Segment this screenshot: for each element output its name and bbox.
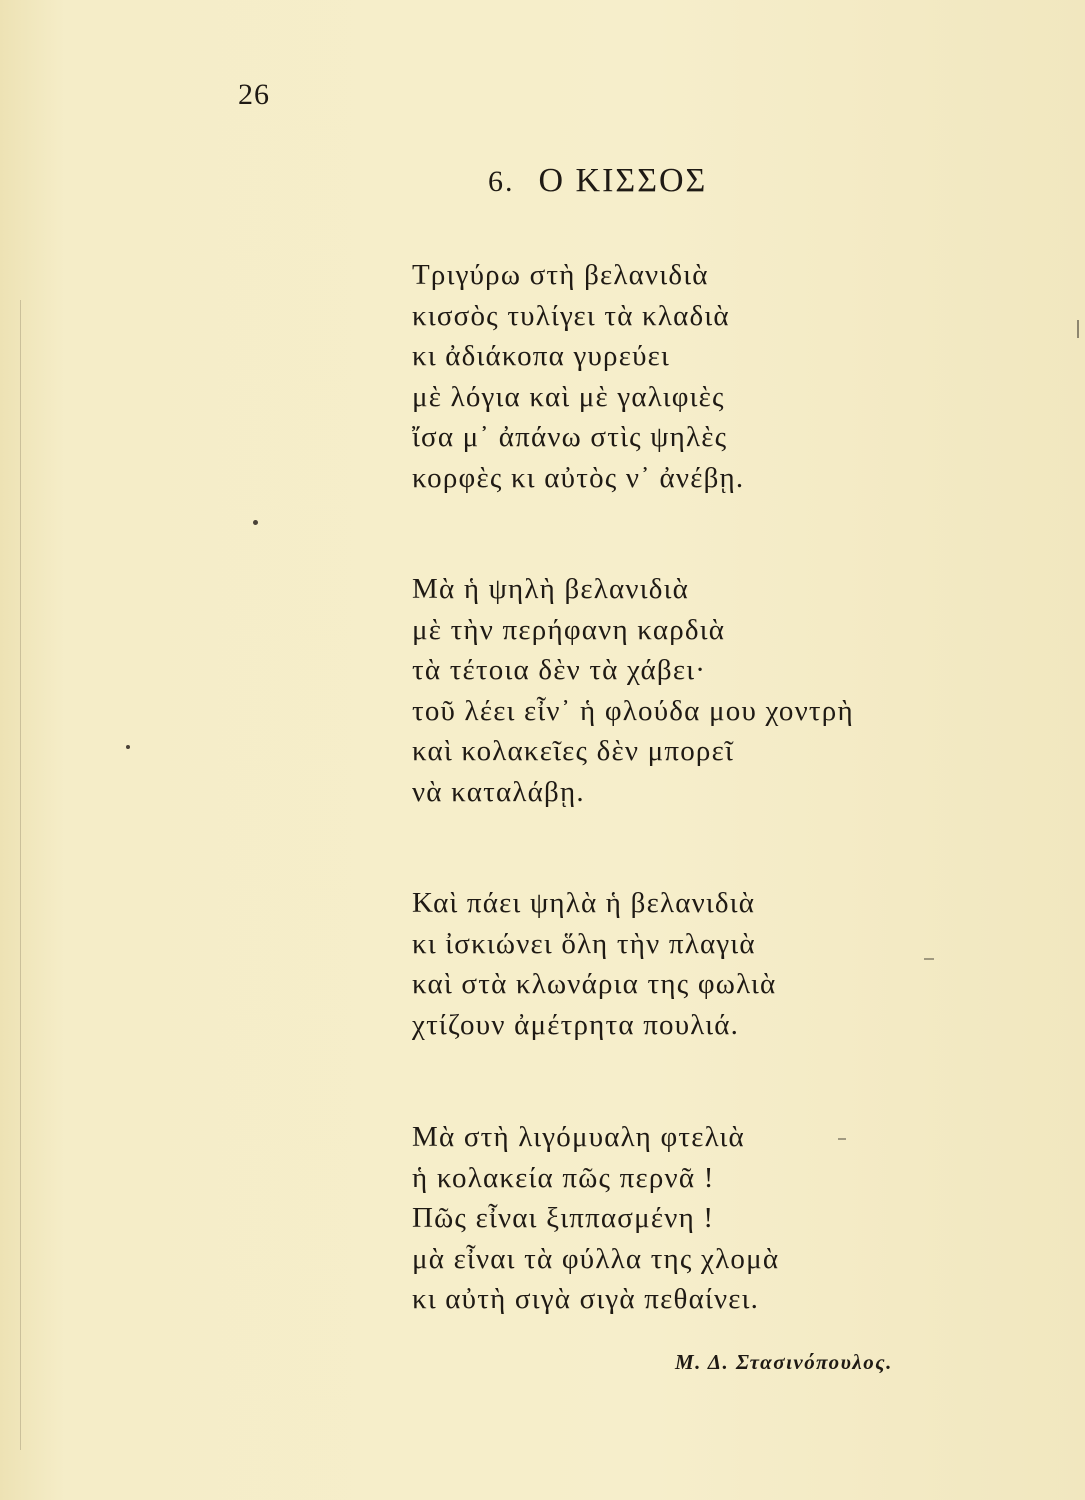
page-edge-rule bbox=[20, 300, 21, 1450]
verse-line: Μὰ ἡ ψηλὴ βελανιδιὰ bbox=[412, 573, 690, 605]
verse-line: νὰ καταλάβῃ. bbox=[412, 775, 585, 808]
verse-line: χτίζουν ἀμέτρητα πουλιά. bbox=[412, 1008, 740, 1041]
verse-line: μὲ τὴν περήφανη καρδιὰ bbox=[412, 613, 726, 646]
verse-line: κορφὲς κι αὐτὸς ν᾽ ἀνέβῃ. bbox=[412, 461, 745, 494]
verse-line: Τριγύρω στὴ βελανιδιὰ bbox=[412, 259, 709, 291]
verse-line: μὲ λόγια καὶ μὲ γαλιφιὲς bbox=[412, 380, 725, 413]
verse-line: καὶ κολακεῖες δὲν μπορεῖ bbox=[412, 735, 734, 767]
poem-number: 6. bbox=[488, 165, 515, 198]
ink-dot bbox=[126, 745, 130, 749]
verse-line: μὰ εἶναι τὰ φύλλα της χλομὰ bbox=[412, 1242, 780, 1275]
stanza bbox=[412, 569, 854, 812]
margin-mark bbox=[838, 1138, 846, 1140]
verse-line: τὰ τέτοια δὲν τὰ χάβει· bbox=[412, 654, 707, 686]
verse-line: κισσὸς τυλίγει τὰ κλαδιὰ bbox=[412, 299, 730, 332]
page-number: 26 bbox=[238, 78, 270, 111]
verse-line: Πῶς εἶναι ξιππασμένη ! bbox=[412, 1202, 715, 1234]
verse-line: καὶ στὰ κλωνάρια της φωλιὰ bbox=[412, 968, 777, 1000]
ink-dot bbox=[253, 520, 258, 525]
verse-line: κι ἀδιάκοπα γυρεύει bbox=[412, 340, 671, 372]
author-signature: Μ. Δ. Στασινόπουλος. bbox=[675, 1350, 893, 1374]
margin-mark bbox=[1077, 320, 1079, 338]
poem-title bbox=[488, 162, 707, 200]
verse-line: κι ἰσκιώνει ὅλη τὴν πλαγιὰ bbox=[412, 927, 756, 960]
verse-line: Μὰ στὴ λιγόμυαλη φτελιὰ bbox=[412, 1121, 745, 1153]
verse-line: τοῦ λέει εἶν᾽ ἡ φλούδα μου χοντρὴ bbox=[412, 694, 854, 727]
poem-title-text: Ο ΚΙΣΣΟΣ bbox=[538, 162, 708, 199]
verse-line: ἴσα μ᾽ ἀπάνω στὶς ψηλὲς bbox=[412, 421, 728, 453]
verse-line: κι αὐτὴ σιγὰ σιγὰ πεθαίνει. bbox=[412, 1283, 760, 1315]
stanza bbox=[412, 883, 776, 1045]
stanza bbox=[412, 255, 744, 498]
stanza bbox=[412, 1117, 779, 1320]
verse-line: Καὶ πάει ψηλὰ ἡ βελανιδιὰ bbox=[412, 887, 756, 919]
verse-line: ἡ κολακεία πῶς περνᾶ ! bbox=[412, 1161, 715, 1194]
margin-mark bbox=[924, 958, 934, 960]
